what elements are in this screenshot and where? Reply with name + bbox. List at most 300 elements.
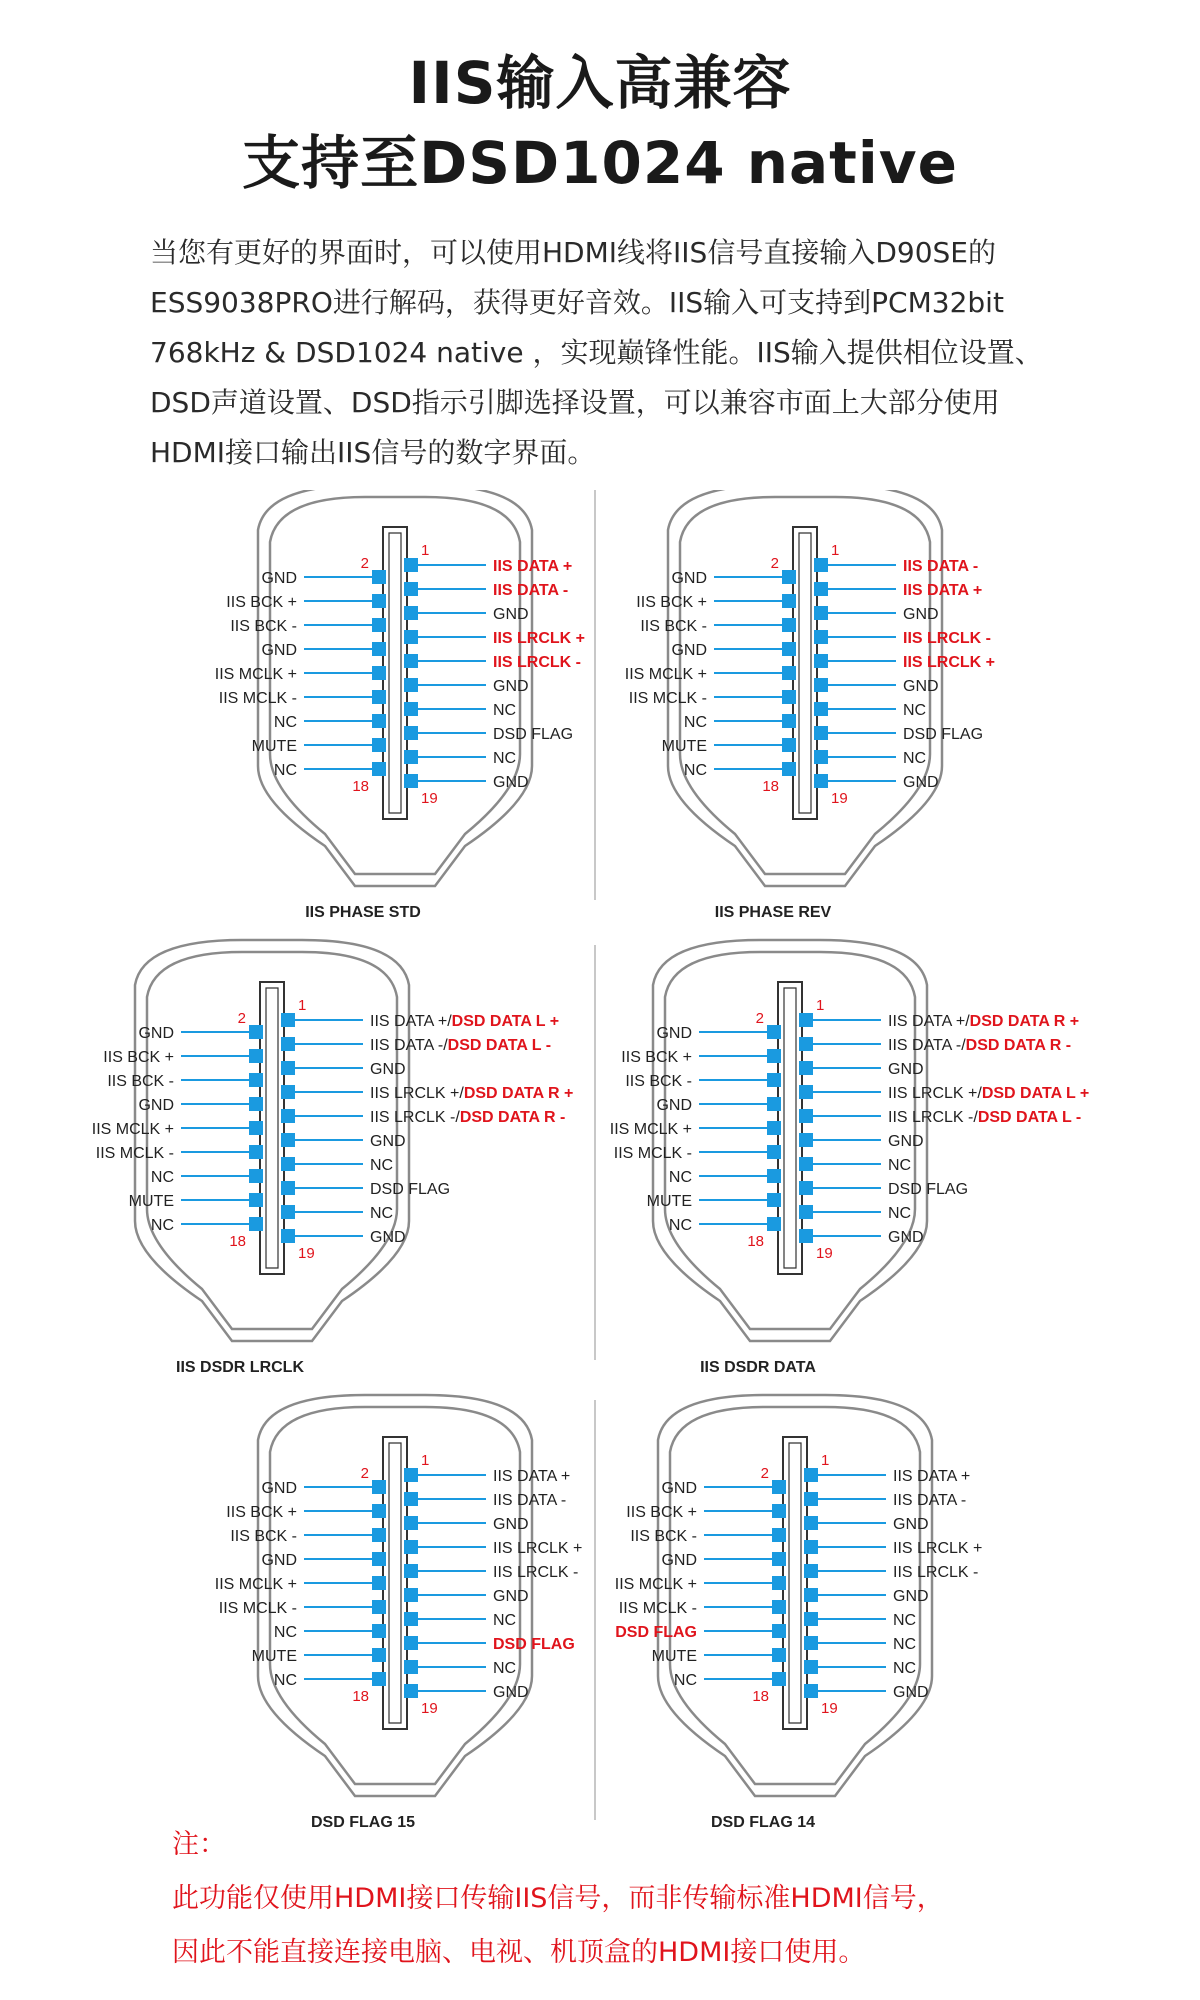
pin-label-left: IIS MCLK +: [214, 1576, 297, 1593]
pin-label-left: GND: [661, 1552, 697, 1569]
pin-marker: [372, 570, 386, 584]
pin-label-left: MUTE: [646, 1193, 692, 1210]
intro-line: DSD声道设置、DSD指示引脚选择设置，可以兼容市面上大部分使用: [150, 386, 1000, 419]
warning-note: [172, 1818, 944, 1980]
pin-marker: [404, 1468, 418, 1482]
pin-marker: [404, 1612, 418, 1626]
pin-marker: [767, 1145, 781, 1159]
pin-label-right: [903, 702, 926, 719]
pin-label-segment: DSD FLAG: [493, 726, 574, 743]
pin-label-right: [493, 1684, 529, 1701]
pin-label-segment: GND: [893, 1516, 929, 1533]
pin-marker: [814, 606, 828, 620]
pin-marker: [404, 774, 418, 788]
pin-label-right: [903, 630, 991, 647]
pin-label-segment: NC: [493, 702, 517, 719]
pin-label-right: [903, 654, 995, 671]
intro-paragraph: [150, 228, 1080, 478]
pin-label-right: [903, 750, 926, 767]
pin-label-right: [493, 1660, 516, 1677]
diagram-caption: IIS DSDR LRCLK: [176, 1359, 304, 1376]
pin-marker: [404, 654, 418, 668]
pin-marker: [372, 618, 386, 632]
pin-label-right: [888, 1157, 911, 1174]
pin-label-left: NC: [273, 714, 297, 731]
pin-marker: [767, 1217, 781, 1231]
pin-label-segment: GND: [888, 1133, 924, 1150]
pin-label-right: [493, 678, 529, 695]
pin-label-right: [370, 1229, 406, 1246]
pin-marker: [372, 1600, 386, 1614]
pin-marker: [372, 1624, 386, 1638]
pin-label-left: IIS BCK -: [640, 618, 707, 635]
pin-marker: [799, 1037, 813, 1051]
pin-label-right: [903, 726, 983, 743]
diagram-caption: IIS PHASE STD: [305, 904, 421, 921]
pin-marker: [799, 1181, 813, 1195]
pin-number: 2: [237, 1010, 246, 1027]
pin-marker: [804, 1636, 818, 1650]
pin-label-right: [493, 606, 529, 623]
pin-marker: [799, 1013, 813, 1027]
pin-label-segment: DSD FLAG: [888, 1181, 969, 1198]
pin-label-right: [893, 1492, 966, 1509]
pin-marker: [372, 762, 386, 776]
pin-marker: [249, 1217, 263, 1231]
pin-label-left: DSD FLAG: [615, 1624, 697, 1641]
pin-marker: [372, 1576, 386, 1590]
pin-marker: [404, 1492, 418, 1506]
pin-label-segment: NC: [893, 1636, 917, 1653]
pin-marker: [249, 1049, 263, 1063]
pin-label-left: MUTE: [651, 1648, 697, 1665]
pin-label-segment: IIS DATA +: [493, 1468, 571, 1485]
pinout-diagram-3: [610, 940, 1090, 1376]
pin-label-left: NC: [273, 1624, 297, 1641]
diagram-caption: IIS DSDR DATA: [700, 1359, 816, 1376]
connector-tongue: [793, 527, 817, 819]
pin-number: 2: [360, 555, 369, 572]
pin-marker: [249, 1025, 263, 1039]
pin-label-segment: GND: [493, 606, 529, 623]
pin-marker: [767, 1073, 781, 1087]
pin-label-segment: IIS LRCLK +/: [888, 1085, 982, 1102]
pin-marker: [782, 714, 796, 728]
pin-marker: [772, 1624, 786, 1638]
pin-label-right: [493, 774, 529, 791]
pin-marker: [814, 750, 828, 764]
pin-label-left: GND: [656, 1097, 692, 1114]
connector-shield-outline-outer: [668, 490, 942, 886]
pin-label-right: [903, 558, 978, 575]
pin-label-left: IIS MCLK +: [614, 1576, 697, 1593]
pin-marker: [404, 606, 418, 620]
pin-label-right: [893, 1636, 916, 1653]
pin-label-segment: DSD FLAG: [493, 1636, 575, 1653]
pin-label-left: NC: [150, 1169, 174, 1186]
pin-label-left: GND: [138, 1097, 174, 1114]
pin-number: 2: [760, 1465, 769, 1482]
pin-label-segment: GND: [370, 1133, 406, 1150]
connector-shield-outline-outer: [258, 1395, 532, 1796]
pin-marker: [404, 750, 418, 764]
pin-label-right: [493, 1564, 578, 1581]
pin-label-left: NC: [668, 1169, 692, 1186]
pin-marker: [814, 774, 828, 788]
pin-number: 18: [762, 778, 779, 795]
pin-label-left: NC: [683, 714, 707, 731]
pin-label-left: IIS BCK +: [626, 1504, 697, 1521]
pin-number: 18: [752, 1688, 769, 1705]
pin-label-segment: IIS DATA +: [893, 1468, 971, 1485]
pin-label-right: [888, 1037, 1071, 1054]
pin-label-right: [370, 1109, 565, 1126]
pin-number: 2: [755, 1010, 764, 1027]
pin-label-right: [903, 582, 982, 599]
pin-marker: [772, 1600, 786, 1614]
pin-label-right: [893, 1564, 978, 1581]
pinout-diagram-5: [615, 1395, 983, 1831]
pin-label-segment: DSD DATA L +: [981, 1085, 1090, 1102]
pin-label-segment: GND: [493, 678, 529, 695]
pin-label-left: GND: [261, 642, 297, 659]
pin-label-right: [888, 1229, 924, 1246]
pin-marker: [782, 690, 796, 704]
pin-label-left: GND: [261, 570, 297, 587]
pin-label-left: IIS MCLK +: [91, 1121, 174, 1138]
connector-shield-outline-outer: [135, 940, 409, 1341]
pin-label-segment: GND: [493, 774, 529, 791]
pin-label-segment: NC: [493, 750, 517, 767]
pin-marker: [772, 1672, 786, 1686]
pin-marker: [767, 1049, 781, 1063]
pin-label-left: GND: [671, 570, 707, 587]
pin-marker: [281, 1133, 295, 1147]
pin-label-segment: NC: [888, 1157, 912, 1174]
pin-marker: [799, 1205, 813, 1219]
pinout-diagram-2: [92, 940, 574, 1376]
pin-marker: [281, 1229, 295, 1243]
pin-marker: [804, 1492, 818, 1506]
pin-label-left: NC: [668, 1217, 692, 1234]
pin-marker: [404, 1564, 418, 1578]
pin-label-left: GND: [261, 1480, 297, 1497]
pin-label-left: MUTE: [251, 1648, 297, 1665]
pin-label-segment: GND: [370, 1061, 406, 1078]
pin-label-right: [370, 1181, 450, 1198]
pin-marker: [404, 702, 418, 716]
pin-number: 19: [421, 790, 438, 807]
pin-label-segment: IIS LRCLK +: [493, 1540, 583, 1557]
pinout-diagram-0: [215, 490, 585, 921]
pin-label-segment: GND: [903, 774, 939, 791]
pin-label-segment: GND: [903, 606, 939, 623]
pin-label-left: GND: [261, 1552, 297, 1569]
pin-label-left: MUTE: [661, 738, 707, 755]
pin-label-segment: IIS DATA -: [893, 1492, 967, 1509]
pin-marker: [404, 1684, 418, 1698]
pin-label-left: GND: [138, 1025, 174, 1042]
pin-label-segment: IIS LRCLK -: [903, 630, 991, 647]
pin-marker: [799, 1133, 813, 1147]
pin-label-left: MUTE: [251, 738, 297, 755]
pin-label-right: [893, 1588, 929, 1605]
pin-marker: [782, 570, 796, 584]
pin-marker: [799, 1157, 813, 1171]
pin-label-left: GND: [671, 642, 707, 659]
connector-tongue-inner: [389, 533, 401, 813]
pin-marker: [404, 678, 418, 692]
pin-label-right: [370, 1157, 393, 1174]
pin-label-right: [888, 1085, 1089, 1102]
pin-marker: [767, 1169, 781, 1183]
pin-label-right: [493, 702, 516, 719]
pin-marker: [281, 1061, 295, 1075]
pin-marker: [799, 1229, 813, 1243]
pin-label-right: [493, 654, 581, 671]
pin-label-left: NC: [273, 762, 297, 779]
pin-marker: [404, 726, 418, 740]
pin-label-left: IIS BCK +: [226, 1504, 297, 1521]
pin-number: 18: [352, 778, 369, 795]
pin-label-segment: DSD DATA R +: [463, 1085, 574, 1102]
pin-label-left: IIS MCLK -: [613, 1145, 692, 1162]
pin-marker: [772, 1552, 786, 1566]
pin-number: 19: [821, 1700, 838, 1717]
pin-marker: [281, 1109, 295, 1123]
pin-label-segment: IIS DATA -/: [370, 1037, 448, 1054]
pin-label-segment: IIS DATA +/: [370, 1013, 452, 1030]
connector-tongue-inner: [789, 1443, 801, 1723]
pin-label-left: IIS MCLK -: [618, 1600, 697, 1617]
connector-tongue-inner: [266, 988, 278, 1268]
pin-marker: [814, 630, 828, 644]
pin-label-segment: GND: [893, 1684, 929, 1701]
pin-label-right: [370, 1013, 559, 1030]
pin-label-right: [493, 1636, 575, 1653]
pin-label-segment: IIS DATA -: [493, 1492, 567, 1509]
pin-label-left: IIS BCK +: [636, 594, 707, 611]
pin-label-left: IIS MCLK +: [609, 1121, 692, 1138]
pin-label-segment: NC: [493, 1660, 517, 1677]
pin-label-right: [888, 1133, 924, 1150]
pin-label-segment: NC: [903, 702, 927, 719]
pin-label-segment: IIS DATA -/: [888, 1037, 966, 1054]
pin-number: 1: [298, 997, 307, 1014]
pin-label-right: [893, 1540, 982, 1557]
pin-number: 2: [360, 1465, 369, 1482]
pin-marker: [372, 690, 386, 704]
connector-tongue-inner: [784, 988, 796, 1268]
pin-label-segment: NC: [370, 1157, 394, 1174]
pin-label-right: [493, 1468, 570, 1485]
diagram-caption: DSD FLAG 14: [710, 1814, 816, 1831]
pin-label-left: IIS BCK -: [625, 1073, 692, 1090]
pin-marker: [772, 1504, 786, 1518]
pin-marker: [804, 1684, 818, 1698]
connector-tongue: [783, 1437, 807, 1729]
pin-marker: [782, 594, 796, 608]
pin-label-left: MUTE: [128, 1193, 174, 1210]
pin-marker: [372, 1648, 386, 1662]
pin-marker: [281, 1181, 295, 1195]
pin-marker: [804, 1660, 818, 1674]
pin-label-segment: IIS LRCLK +: [493, 630, 586, 647]
intro-line: 当您有更好的界面时，可以使用HDMI线将IIS信号直接输入D90SE的: [150, 236, 996, 269]
pin-label-right: [493, 1588, 529, 1605]
pin-label-segment: NC: [370, 1205, 394, 1222]
pin-label-right: [903, 606, 939, 623]
note-line: 此功能仅使用HDMI接口传输IIS信号，而非传输标准HDMI信号，: [172, 1883, 944, 1914]
pin-marker: [249, 1145, 263, 1159]
pin-label-left: IIS MCLK -: [218, 690, 297, 707]
connector-shield-outline-outer: [653, 940, 927, 1341]
pin-label-right: [493, 630, 585, 647]
pin-label-left: GND: [656, 1025, 692, 1042]
connector-tongue: [260, 982, 284, 1274]
pin-marker: [772, 1648, 786, 1662]
note-line: 因此不能直接连接电脑、电视、机顶盒的HDMI接口使用。: [172, 1937, 866, 1968]
pin-marker: [404, 1636, 418, 1650]
pin-label-right: [370, 1085, 573, 1102]
connector-shield-outline-outer: [658, 1395, 932, 1796]
pin-marker: [281, 1037, 295, 1051]
pin-label-segment: GND: [493, 1684, 529, 1701]
pin-label-right: [493, 582, 568, 599]
page-title-line-2: 支持至DSD1024 native: [242, 129, 958, 197]
pin-label-left: IIS BCK -: [630, 1528, 697, 1545]
pin-label-segment: IIS DATA +: [493, 558, 573, 575]
pin-label-segment: NC: [903, 750, 927, 767]
pin-marker: [799, 1109, 813, 1123]
pin-label-left: GND: [661, 1480, 697, 1497]
pin-marker: [767, 1193, 781, 1207]
pin-label-segment: IIS LRCLK +: [903, 654, 996, 671]
pin-marker: [772, 1480, 786, 1494]
intro-line: HDMI接口输出IIS信号的数字界面。: [150, 436, 596, 469]
pin-marker: [804, 1612, 818, 1626]
pin-label-segment: GND: [893, 1588, 929, 1605]
pin-label-right: [888, 1109, 1081, 1126]
pin-label-segment: DSD DATA L +: [451, 1013, 560, 1030]
pin-label-right: [370, 1061, 406, 1078]
pin-marker: [772, 1528, 786, 1542]
pin-label-right: [493, 1612, 516, 1629]
pin-marker: [782, 762, 796, 776]
connector-tongue: [383, 527, 407, 819]
connector-tongue: [383, 1437, 407, 1729]
pin-marker: [404, 1516, 418, 1530]
pin-label-left: IIS MCLK -: [628, 690, 707, 707]
pin-label-right: [893, 1516, 929, 1533]
pin-marker: [404, 1660, 418, 1674]
pin-marker: [772, 1576, 786, 1590]
pin-label-right: [893, 1660, 916, 1677]
pin-label-right: [493, 1540, 582, 1557]
pin-label-right: [888, 1181, 968, 1198]
pin-label-right: [493, 1516, 529, 1533]
pin-label-segment: DSD DATA R -: [965, 1037, 1072, 1054]
pin-marker: [814, 582, 828, 596]
pin-label-segment: GND: [903, 678, 939, 695]
intro-line: 768kHz & DSD1024 native ，实现巅锋性能。IIS输入提供相位设置、: [150, 336, 1043, 369]
pin-marker: [372, 1552, 386, 1566]
pin-marker: [804, 1540, 818, 1554]
pin-label-right: [370, 1205, 393, 1222]
pin-marker: [799, 1061, 813, 1075]
pin-number: 18: [352, 1688, 369, 1705]
pin-marker: [767, 1121, 781, 1135]
pin-label-segment: IIS DATA +/: [888, 1013, 970, 1030]
pin-marker: [281, 1157, 295, 1171]
diagram-caption: IIS PHASE REV: [714, 904, 832, 921]
pin-label-segment: DSD FLAG: [370, 1181, 451, 1198]
pin-number: 1: [831, 542, 840, 559]
pin-label-left: IIS BCK -: [230, 618, 297, 635]
pin-marker: [814, 702, 828, 716]
pin-label-segment: IIS LRCLK -: [893, 1564, 979, 1581]
pin-label-left: IIS BCK +: [226, 594, 297, 611]
pin-marker: [804, 1564, 818, 1578]
pin-marker: [814, 726, 828, 740]
pin-label-segment: IIS LRCLK +/: [370, 1085, 464, 1102]
pin-label-left: IIS BCK -: [107, 1073, 174, 1090]
pin-marker: [782, 618, 796, 632]
pin-label-segment: GND: [493, 1516, 529, 1533]
pin-label-segment: DSD DATA L -: [447, 1037, 552, 1054]
pin-number: 19: [831, 790, 848, 807]
intro-line: ESS9038PRO进行解码，获得更好音效。IIS输入可支持到PCM32bit: [150, 286, 1004, 319]
pin-label-left: NC: [673, 1672, 697, 1689]
pin-label-segment: GND: [493, 1588, 529, 1605]
pin-marker: [814, 678, 828, 692]
pin-number: 1: [421, 1452, 430, 1469]
pin-marker: [372, 642, 386, 656]
pin-marker: [814, 654, 828, 668]
pin-label-segment: GND: [888, 1061, 924, 1078]
pin-label-right: [893, 1684, 929, 1701]
pin-marker: [249, 1169, 263, 1183]
pin-label-left: NC: [273, 1672, 297, 1689]
pin-marker: [782, 642, 796, 656]
pin-marker: [372, 1672, 386, 1686]
pin-label-right: [493, 726, 573, 743]
pin-marker: [249, 1193, 263, 1207]
pin-marker: [804, 1588, 818, 1602]
pin-label-segment: DSD DATA L -: [977, 1109, 1082, 1126]
page-title-line-1: IIS输入高兼容: [408, 49, 792, 117]
connector-tongue-inner: [799, 533, 811, 813]
connector-tongue: [778, 982, 802, 1274]
pin-label-right: [888, 1013, 1079, 1030]
pin-marker: [372, 714, 386, 728]
pin-label-right: [888, 1061, 924, 1078]
pin-marker: [404, 558, 418, 572]
pin-label-left: IIS MCLK -: [95, 1145, 174, 1162]
pin-label-right: [493, 750, 516, 767]
connector-shield-outline-outer: [258, 490, 532, 886]
pin-label-right: [903, 678, 939, 695]
pin-label-left: IIS BCK +: [621, 1049, 692, 1066]
pin-number: 1: [821, 1452, 830, 1469]
pin-marker: [281, 1205, 295, 1219]
pin-marker: [404, 1540, 418, 1554]
pin-label-segment: DSD DATA R +: [969, 1013, 1080, 1030]
pin-label-segment: IIS LRCLK -: [493, 1564, 579, 1581]
pin-number: 19: [298, 1245, 315, 1262]
pin-marker: [404, 630, 418, 644]
pin-number: 1: [816, 997, 825, 1014]
